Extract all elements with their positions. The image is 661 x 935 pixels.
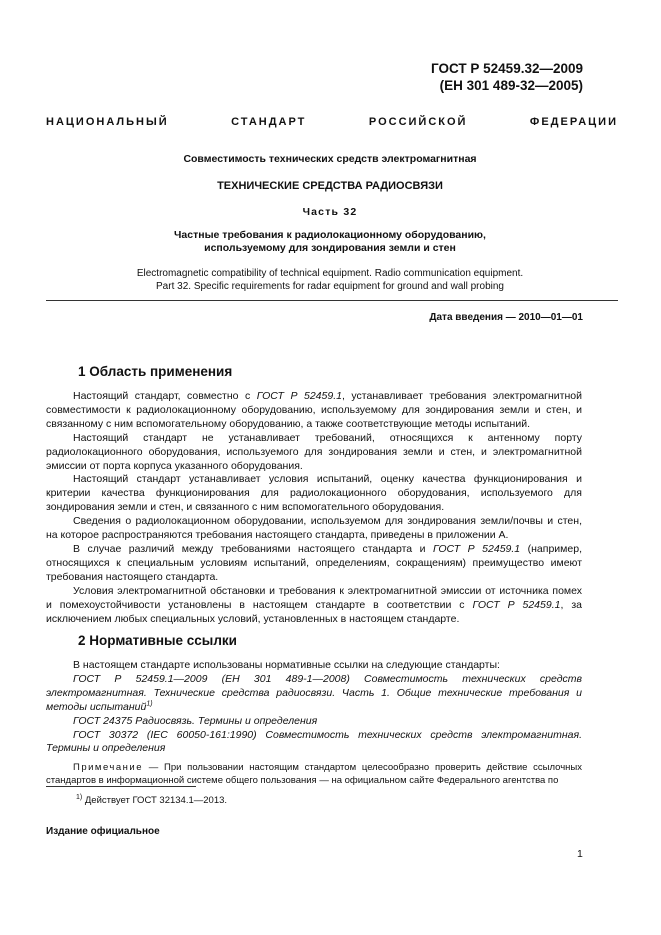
english-title-line-1: Electromagnetic compatibility of technical equipment. Radio communication equipment. (136, 268, 524, 279)
paragraph: Настоящий стандарт не устанавливает требований, относящихся к антенному порту радиолокационного оборудования, используемого для зондирования земли и стен, и электромагнитной эмиссии от порта корпуса указанного оборудования. (46, 431, 582, 472)
national-standard-banner: НАЦИОНАЛЬНЫЙ СТАНДАРТ РОССИЙСКОЙ ФЕДЕРАЦИИ (46, 116, 618, 128)
gost-number-block (431, 60, 583, 94)
note-label: Примечание (73, 762, 143, 774)
english-title (80, 267, 580, 293)
normative-reference: ГОСТ Р 52459.1—2009 (ЕН 301 489-1—2008) Совместимость технических средств электромагнитная. Технические средства радиосвязи. Часть 1. Общие технические требования и методы испытаний$^{1)}$ (46, 672, 582, 713)
english-title-line-2: Part 32. Specific requirements for radar equipment for ground and wall probing (156, 281, 504, 292)
normative-reference: ГОСТ 24375 Радиосвязь. Термины и определения (73, 714, 318, 727)
introduction-date: Дата введения — 2010—01—01 (429, 312, 583, 323)
footnote: $^{1)}$ Действует ГОСТ 32134.1—2013. (76, 793, 228, 806)
paragraph: Настоящий стандарт устанавливает условия испытаний, оценку качества функционирования и критерии качества функционирования для радиолокационного оборудования, используемого для зондирования земли и стен, и связанного с ним вспомогательного оборудования. (46, 473, 582, 514)
subtitle-line-2: используемому для зондирования земли и стен (204, 242, 456, 254)
edition-label: Издание официальное (46, 826, 160, 837)
title-subtitle (80, 229, 580, 255)
footnote-mark: 1) (146, 700, 153, 708)
note: Примечание — При пользовании настоящим стандартом целесообразно проверить действие ссылочных стандартов в информационной системе общего пользования — на официальном сайте Федерального агентства по (46, 762, 582, 786)
gost-number: ГОСТ Р 52459.32—2009 (431, 61, 583, 76)
title-line-2: ТЕХНИЧЕСКИЕ СРЕДСТВА РАДИОСВЯЗИ (217, 180, 443, 192)
paragraph: Сведения о радиолокационном оборудовании, используемом для зондирования земли/почвы и стен, на которое распространяются требования настоящего стандарта, приведены в приложении А. (46, 515, 582, 542)
page-number: 1 (577, 848, 583, 860)
paragraph: Условия электромагнитной обстановки и требования к электромагнитной эмиссии от источника помех и помехоустойчивости установлены в настоящем стандарте в соответствии с ГОСТ Р 52459.1, за исключением любых специальных условий, установленных в настоящем стандарте. (46, 584, 582, 625)
en-number: (ЕН 301 489-32—2005) (439, 78, 583, 93)
section-1-heading: 1 Область применения (78, 364, 233, 379)
section-2-body (46, 659, 582, 788)
subtitle-line-1: Частные требования к радиолокационному оборудованию, (174, 229, 486, 241)
paragraph: В настоящем стандарте использованы нормативные ссылки на следующие стандарты: (73, 659, 500, 671)
section-2-heading: 2 Нормативные ссылки (78, 633, 237, 648)
section-1-body (46, 390, 582, 626)
title-part: Часть 32 (302, 206, 358, 218)
paragraph: В случае различий между требованиями настоящего стандарта и ГОСТ Р 52459.1 (например, относящихся к специальным условиям испытаний, определениям, сокращениям) преимущество имеют требования настоящего стандарта. (46, 542, 582, 583)
normative-reference: ГОСТ 30372 (IEC 60050-161:1990) Совместимость технических средств электромагнитная. Термины и определения (46, 728, 582, 755)
title-line-1: Совместимость технических средств электромагнитная (183, 153, 477, 165)
divider (46, 300, 618, 301)
footnote-divider (46, 786, 196, 787)
paragraph: Настоящий стандарт, совместно с ГОСТ Р 52459.1, устанавливает требования электромагнитной совместимости к радиолокационному оборудованию, используемому для зондирования земли и стен, и связанному с ним вспомогательному оборудованию, а также соответствующие методы испытаний. (46, 390, 582, 430)
